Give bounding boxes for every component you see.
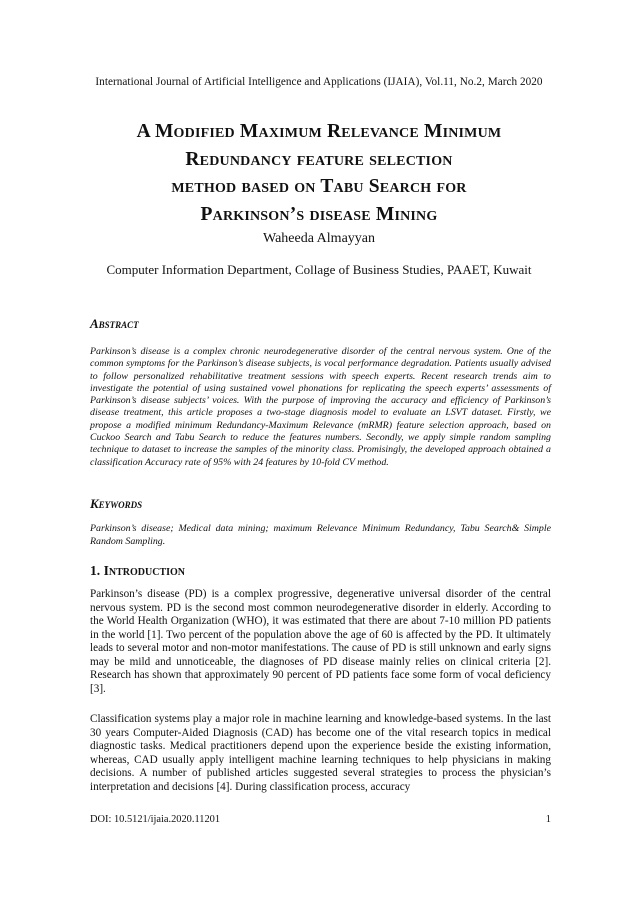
title-line: Parkinson’s disease Mining <box>200 203 438 225</box>
footer-doi: DOI: 10.5121/ijaia.2020.11201 <box>90 814 221 825</box>
title-line: Redundancy feature selection <box>185 148 453 170</box>
body-paragraph: Classification systems play a major role in machine learning and knowledge-based systems. In the last 30 years Computer-Aided Diagnosis (CAD) has become one of the vital research topics in medical diagnostic tasks. Medical practitioners depend upon the experience beside the existing information, whereas, CAD usually apply intelligent machine learning techniques to help physicians in making decisions. A number of published articles suggested several strategies to process the physician’s interpretation and decisions [4]. During classification process, accuracy <box>90 713 551 793</box>
introduction-heading: 1. Introduction <box>90 563 186 578</box>
running-header: International Journal of Artificial Intelligence and Applications (IJAIA), Vol.11, No.2, March 2020 <box>95 76 543 88</box>
abstract-heading: Abstract <box>90 316 139 331</box>
author-name: Waheeda Almayyan <box>263 231 375 246</box>
keywords-text: Parkinson’s disease; Medical data mining; maximum Relevance Minimum Redundancy, Tabu Search& Simple Random Sampling. <box>90 523 551 547</box>
abstract-text: Parkinson’s disease is a complex chronic neurodegenerative disorder of the central nervous system. One of the common symptoms for the Parkinson’s disease subjects, is vocal performance degradation. Patients usually advised to follow personalized rehabilitative treatment sessions with speech experts. Recent research trends aim to investigate the potential of using sustained vowel phonations for replicating the speech experts’ assessments of Parkinson’s disease subjects’ voices. With the purpose of improving the accuracy and efficiency of Parkinson’s disease treatment, this article proposes a two-stage diagnosis model to evaluate an LSVT dataset. Firstly, we propose a modified minimum Redundancy-Maximum Relevance (mRMR) feature selection approach, based on Cuckoo Search and Tabu Search to reduce the features numbers. Secondly, we apply simple random sampling technique to dataset to increase the samples of the minority class. Promisingly, the developed approach obtained a classification Accuracy rate of 95% with 24 features by 10-fold CV method. <box>90 346 551 468</box>
title-line: method based on Tabu Search for <box>171 176 467 197</box>
author-affiliation: Computer Information Department, Collage of Business Studies, PAAET, Kuwait <box>106 262 532 277</box>
body-paragraph: Parkinson’s disease (PD) is a complex progressive, degenerative universal disorder of the central nervous system. PD is the second most common neurodegenerative disorder in elderly. According to the World Health Organization (WHO), it was estimated that there are about 7-10 million PD patients in the world [1]. Two percent of the population above the age of 60 is affected by the PD. It ultimately leads to several motor and non-motor manifestations. The cause of PD is still unknown and early signs may be mild and unnoticeable, the diagnoses of PD disease mainly relies on clinical criteria [2]. Research has shown that approximately 90 percent of PD patients face some form of vocal deficiency [3]. <box>90 588 551 695</box>
title-line: A Modified Maximum Relevance Minimum <box>136 121 502 142</box>
paper-title <box>60 118 578 228</box>
keywords-heading: Keywords <box>90 496 143 511</box>
page-number: 1 <box>545 814 551 825</box>
